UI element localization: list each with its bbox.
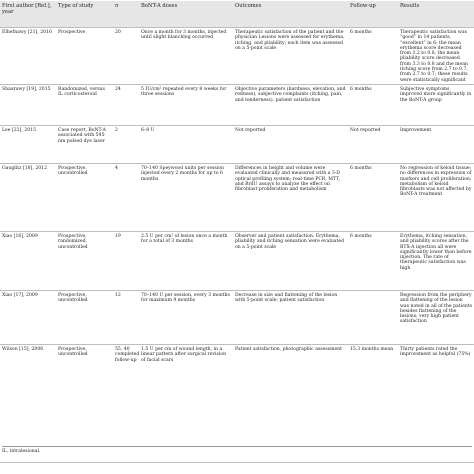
- cell-results: Erythema, itching sensation, and pliability scores after the BTX-A injection all were significantly lower than before injection. The rate of therapeutic satisfaction was high: [398, 231, 474, 290]
- table-row: [0, 290, 474, 344]
- cell-results: No regression of keloid tissue; no differences in expression of markers and cell proliferation; metabolism of keloid fibroblasts was not affected by BoNT-A treatment: [398, 163, 474, 231]
- cell-type: Prospective, uncontrolled: [56, 344, 113, 390]
- cell-n: 24: [113, 84, 139, 125]
- cell-results: Regression from the periphery and flattening of the lesion was noted in all of the patients besides flattening of the lesions; very high patient satisfaction: [398, 290, 474, 344]
- header-type: Type of study: [56, 1, 113, 28]
- cell-doses: 1.5 U per cm of wound length, in a linear pattern after surgical revision of facial scars: [139, 344, 233, 390]
- cell-type: Prospective: [56, 28, 113, 85]
- table-row: [0, 231, 474, 290]
- bottom-divider: [0, 462, 474, 463]
- table-header-row: [0, 1, 474, 28]
- cell-results: Improvement: [398, 125, 474, 163]
- table-row: [0, 28, 474, 85]
- cell-n: 55, 40 completed follow-up: [113, 344, 139, 390]
- cell-followup: 6 months: [348, 163, 398, 231]
- cell-outcomes: Patient satisfaction, photographic assessment: [233, 344, 348, 390]
- cell-outcomes: Therapeutic satisfaction of the patient and the physician Lesions were assessed for erythema, itching, and pliability; each item was assessed on a 5-point scale: [233, 28, 348, 85]
- cell-type: Prospective, randomized, uncontrolled: [56, 231, 113, 290]
- cell-author: Lee [22], 2015: [0, 125, 56, 163]
- table-row: [0, 84, 474, 125]
- table-row: [0, 125, 474, 163]
- header-author: First author [Ref.], year: [0, 1, 56, 28]
- header-results: Results: [398, 1, 474, 28]
- cell-author: Xiao [17], 2009: [0, 290, 56, 344]
- cell-outcomes: Differences in height and volume were evaluated clinically and measured with a 3-D optical profiling system; real-time PCR, MTT, and BrdU assays to analyze the effect on fibroblast proliferation and metabolism: [233, 163, 348, 231]
- cell-author: Shaarawy [19], 2015: [0, 84, 56, 125]
- cell-type: Prospective, uncontrolled: [56, 290, 113, 344]
- cell-doses: 2.5 U per cm² of lesion once a month for a total of 3 months: [139, 231, 233, 290]
- header-n: n: [113, 1, 139, 28]
- table-row: [0, 163, 474, 231]
- cell-outcomes: Decrease in size and flattening of the lesion with 5-point scale; patient satisfaction: [233, 290, 348, 344]
- cell-type: Randomized, versus IL corticosteroid: [56, 84, 113, 125]
- cell-doses: Once a month for 3 months, injected until slight blanching occurred: [139, 28, 233, 85]
- studies-table: [0, 1, 474, 390]
- header-outcomes: Outcomes: [233, 1, 348, 28]
- cell-results: Thirty patients rated the improvement as helpful (75%): [398, 344, 474, 390]
- cell-n: 4: [113, 163, 139, 231]
- cell-results: Subjective symptoms improved more significantly in the BoNT-A group: [398, 84, 474, 125]
- cell-outcomes: Not reported: [233, 125, 348, 163]
- cell-results: Therapeutic satisfaction was “good” in 14 patients, “excellent” in 6; the mean erythema score decreased from 3.2 to 0.8, the mean pliability score decreased from 3.3 to 0.8 and the mean itching score from 2.7 to 0.7, from 2.7 to 0.7; these results were statistically significant: [398, 28, 474, 85]
- cell-followup: Not reported: [348, 125, 398, 163]
- cell-author: Gauglitz [18], 2012: [0, 163, 56, 231]
- cell-outcomes: Objective parameters (hardness, elevation, and redness), subjective complaints (itching, pain, and tenderness), patient satisfaction: [233, 84, 348, 125]
- cell-n: 20: [113, 28, 139, 85]
- cell-n: 19: [113, 231, 139, 290]
- table-footnote: IL, intralesional.: [2, 446, 472, 454]
- cell-n: 2: [113, 125, 139, 163]
- header-doses: BoNT-A doses: [139, 1, 233, 28]
- cell-author: Xiao [16], 2009: [0, 231, 56, 290]
- cell-doses: 5 IU/cm² repeated every 8 weeks for three sessions: [139, 84, 233, 125]
- cell-author: Wilson [15], 2006: [0, 344, 56, 390]
- cell-followup: [348, 290, 398, 344]
- cell-followup: 15.3 months mean: [348, 344, 398, 390]
- cell-doses: 6–8 U: [139, 125, 233, 163]
- cell-doses: 70–140 Speywood units per session injected every 2 months for up to 6 months: [139, 163, 233, 231]
- cell-followup: 6 months: [348, 28, 398, 85]
- cell-n: 12: [113, 290, 139, 344]
- cell-outcomes: Observer and patient satisfaction. Erythema, pliability and itching sensation were evaluated on a 5-point scale: [233, 231, 348, 290]
- cell-followup: 6 months: [348, 231, 398, 290]
- cell-followup: 6 months: [348, 84, 398, 125]
- cell-type: Prospective, uncontrolled: [56, 163, 113, 231]
- header-followup: Follow-up: [348, 1, 398, 28]
- cell-author: Elhefnawy [21], 2016: [0, 28, 56, 85]
- table-row: [0, 344, 474, 390]
- cell-type: Case report, BoNT-A associated with 595-nm pulsed dye laser: [56, 125, 113, 163]
- cell-doses: 70–140 U per session, every 3 months for maximum 9 months: [139, 290, 233, 344]
